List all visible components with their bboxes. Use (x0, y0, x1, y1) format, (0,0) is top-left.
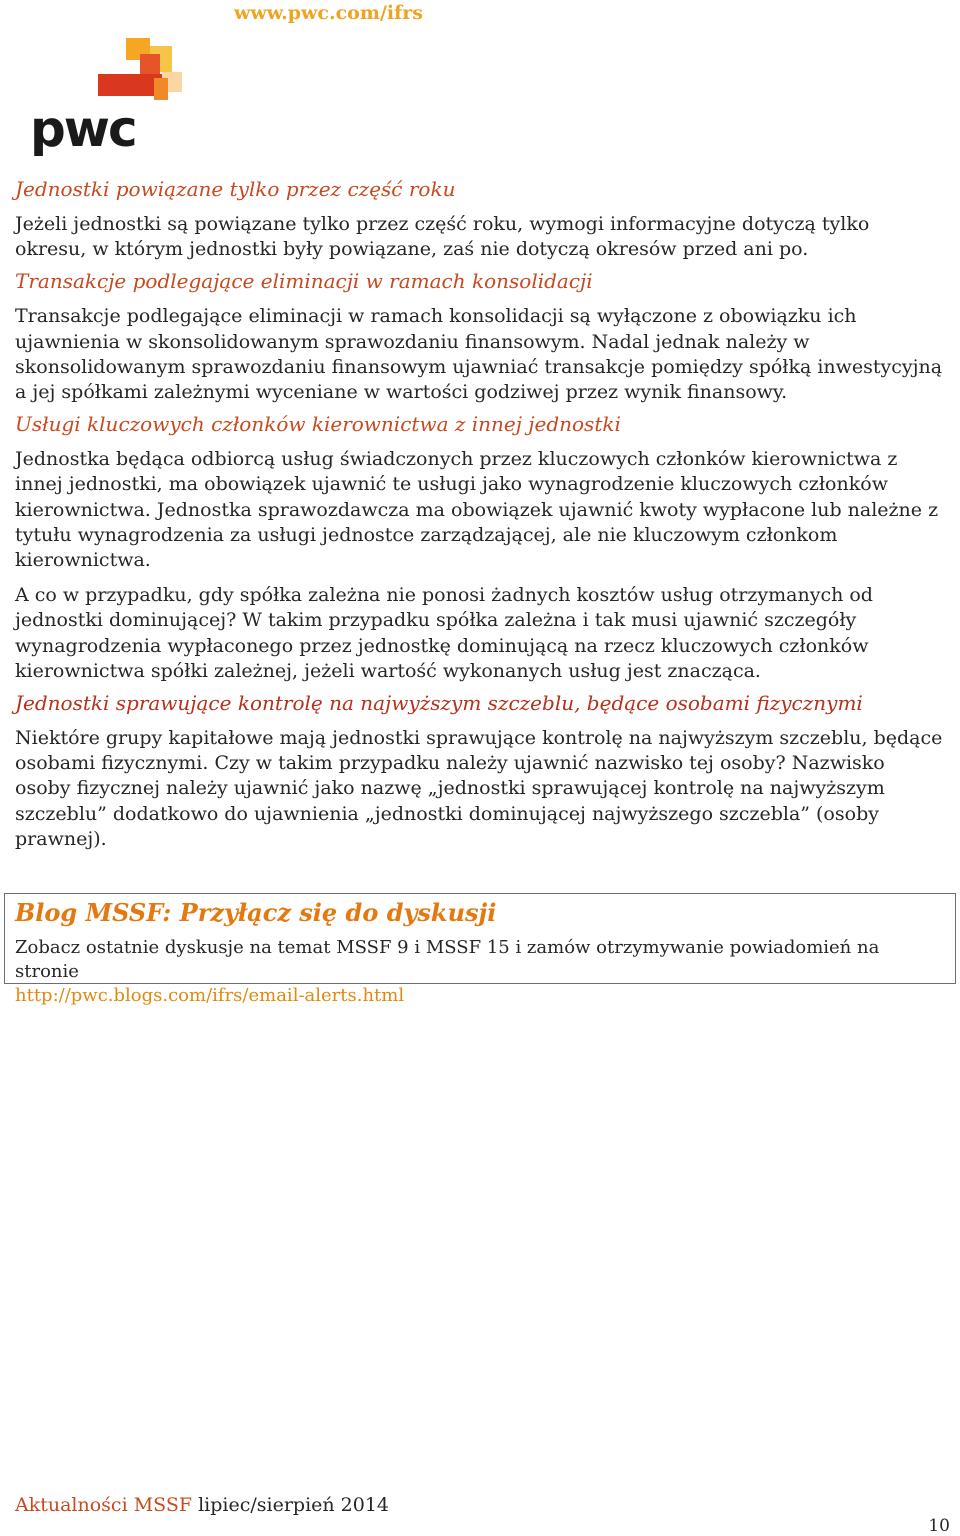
section-heading-ultimate-controlling-persons: Jednostki sprawujące kontrolę na najwyższym szczeblu, będące osobami fizycznymi (15, 691, 863, 716)
blog-callout-title: Blog MSSF: Przyłącz się do dyskusji (15, 898, 497, 927)
section-heading-eliminated-transactions: Transakcje podlegające eliminacji w ramach konsolidacji (15, 269, 593, 294)
page-number: 10 (928, 1516, 950, 1536)
footer-date: lipiec/sierpień 2014 (198, 1494, 390, 1516)
main-content (15, 176, 945, 862)
section-paragraph: Niektóre grupy kapitałowe mają jednostki sprawujące kontrolę na najwyższym szczeblu, będące osobami fizycznymi. Czy w takim przypadku należy ujawnić nazwisko tej osoby? Nazwisko osoby fizycznej należy ujawnić jako nazwę „jednostki sprawującej kontrolę na najwyższym szczeblu” dodatkowo do ujawnienia „jednostki dominującej najwyższego szczebla” (osoby prawnej). (15, 727, 943, 850)
logo-block-red (140, 54, 160, 76)
blog-callout-box (4, 893, 956, 1006)
pwc-logo (28, 34, 188, 156)
section-paragraph: Jednostka będąca odbiorcą usług świadczonych przez kluczowych członków kierownictwa z innej jednostki, ma obowiązek ujawnić te usługi jako wynagrodzenie kluczowych członków kierownictwa. Jednostka sprawozdawcza ma obowiązek ujawnić kwoty wypłacone lub należne z tytułu wynagrodzenia za usługi jednostce zarządzającej, ale nie kluczowym członkom kierownictwa. (15, 448, 939, 572)
footer-brand: Aktualności MSSF (15, 1494, 193, 1516)
section-heading-partial-year: Jednostki powiązane tylko przez część roku (15, 177, 456, 201)
section-paragraph: Transakcje podlegające eliminacji w ramach konsolidacji są wyłączone z obowiązku ich ujawnienia w skonsolidowanym sprawozdaniu finansowym. Nadal jednak należy w skonsolidowanym sprawozdaniu finansowym ujawniać transakcje pomiędzy spółką inwestycyjną a jej spółkami zależnymi wyceniane w wartości godziwej przez wynik finansowy. (15, 305, 943, 404)
section-paragraph: A co w przypadku, gdy spółka zależna nie ponosi żadnych kosztów usług otrzymanych od jednostki dominującej? W takim przypadku spółka zależna i tak musi ujawnić szczegóły wynagrodzenia wypłaconego przez jednostkę dominującą na rzecz kluczowych członków kierownictwa spółki zależnej, jeżeli wartość wykonanych usług jest znacząca. (15, 584, 873, 682)
section-heading-key-management-services: Usługi kluczowych członków kierownictwa z innej jednostki (15, 412, 621, 437)
header-url[interactable]: www.pwc.com/ifrs (234, 2, 423, 24)
logo-block-amber (154, 78, 168, 100)
section-paragraph: Jeżeli jednostki są powiązane tylko przez część roku, wymogi informacyjne dotyczą tylko okresu, w którym jednostki były powiązane, zaś nie dotyczą okresów przed ani po. (15, 213, 870, 261)
logo-block-darkred (98, 74, 162, 96)
page-footer (15, 1492, 389, 1518)
blog-callout-text: Zobacz ostatnie dyskusje na temat MSSF 9 i MSSF 15 i zamów otrzymywanie powiadomień na stronie (15, 937, 880, 982)
logo-wordmark: pwc (30, 100, 136, 156)
blog-email-alerts-link[interactable]: http://pwc.blogs.com/ifrs/email-alerts.html (15, 985, 405, 1006)
